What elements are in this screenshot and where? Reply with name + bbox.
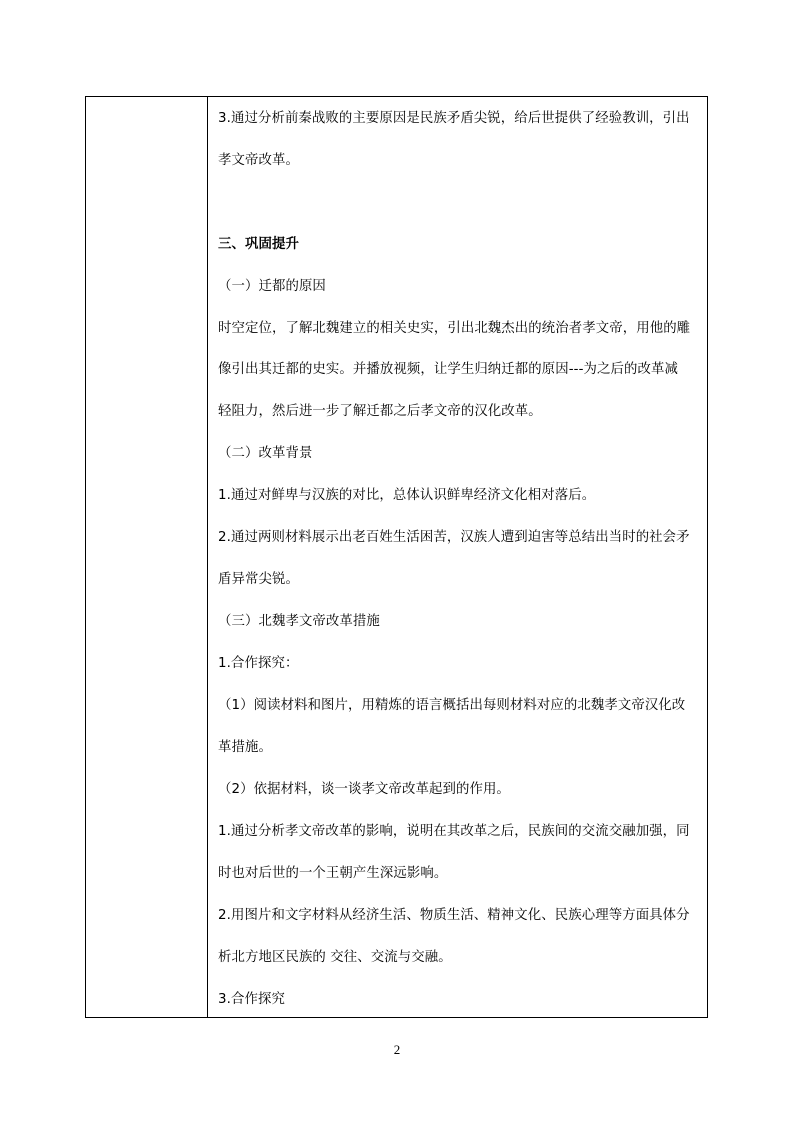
text-line: 革措施。 <box>218 740 272 755</box>
subsection-heading: （三）北魏孝文帝改革措施 <box>218 614 380 629</box>
text-line: 时也对后世的一个王朝产生深远影响。 <box>218 866 448 881</box>
subsection-heading: （一）迁都的原因 <box>218 279 326 294</box>
text-line: 1.通过分析孝文帝改革的影响，说明在其改革之后，民族间的交流交融加强，同 <box>218 824 690 839</box>
section-heading: 三、巩固提升 <box>218 237 299 252</box>
table-left-cell <box>86 97 208 1017</box>
text-line: 2.用图片和文字材料从经济生活、物质生活、精神文化、民族心理等方面具体分 <box>218 908 690 923</box>
text-line: 时空定位，了解北魏建立的相关史实，引出北魏杰出的统治者孝文帝，用他的雕 <box>218 321 691 336</box>
text-line: （2）依据材料，谈一谈孝文帝改革起到的作用。 <box>218 782 510 797</box>
text-line: 3.合作探究 <box>218 992 285 1007</box>
text-line: （1）阅读材料和图片，用精炼的语言概括出每则材料对应的北魏孝文帝汉化改 <box>218 698 686 713</box>
text-line: 析北方地区民族的 交往、交流与交融。 <box>218 950 452 965</box>
text-line: 像引出其迁都的史实。并播放视频，让学生归纳迁都的原因---为之后的改革减 <box>218 362 678 377</box>
table-right-cell <box>208 97 707 1017</box>
subsection-heading: （二）改革背景 <box>218 446 313 461</box>
text-line: 3.通过分析前秦战败的主要原因是民族矛盾尖锐，给后世提供了经验教训，引出 <box>218 111 690 126</box>
text-line: 1.合作探究： <box>218 656 299 671</box>
text-line: 盾异常尖锐。 <box>218 572 299 587</box>
text-line: 1.通过对鲜卑与汉族的对比，总体认识鲜卑经济文化相对落后。 <box>218 488 596 503</box>
text-line: 2.通过两则材料展示出老百姓生活困苦，汉族人遭到迫害等总结出当时的社会矛 <box>218 530 690 545</box>
text-line: 孝文帝改革。 <box>218 153 299 168</box>
text-line: 轻阻力，然后进一步了解迁都之后孝文帝的汉化改革。 <box>218 404 542 419</box>
lesson-table <box>85 96 708 1018</box>
page-number: 2 <box>393 1042 401 1057</box>
